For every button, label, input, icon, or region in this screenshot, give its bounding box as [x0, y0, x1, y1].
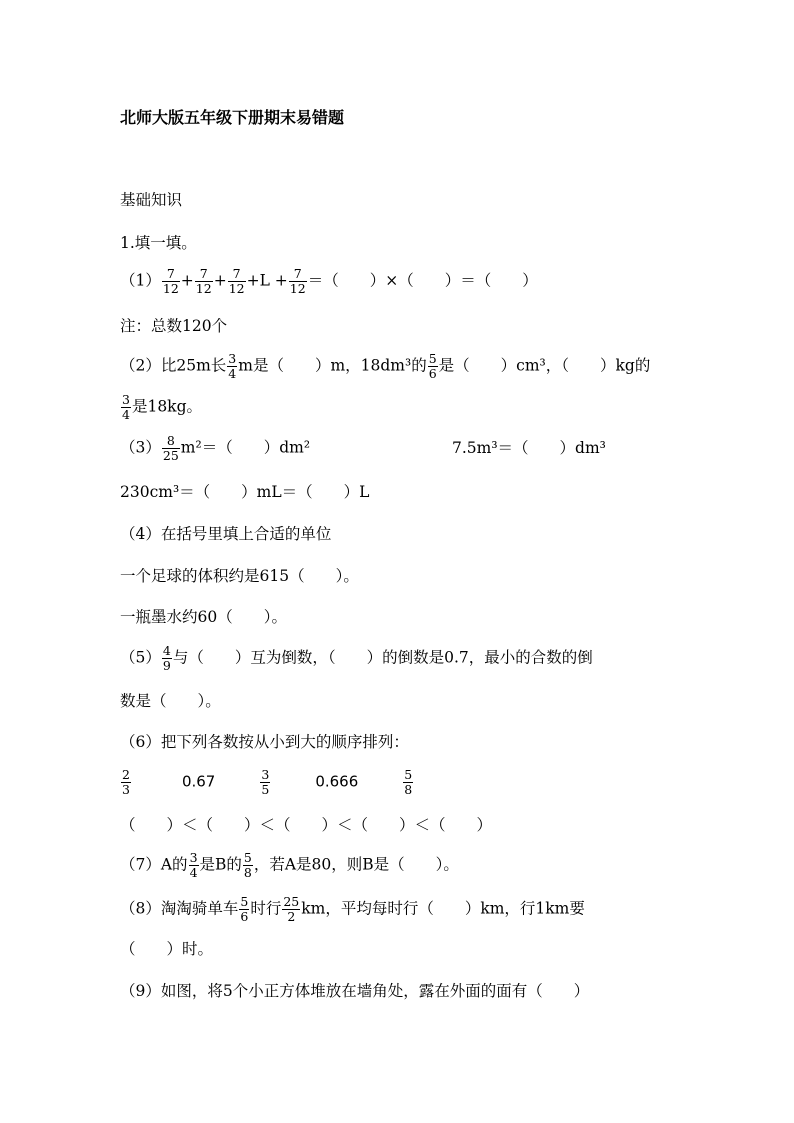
question-1-2-line1: （2）比25m长 $\frac{3}{4}$ m是（ ）m，18dm³的 $\frac{5}{6}$ 是（ ）cm³，（ ）kg的: [120, 351, 651, 381]
question-1-3-line1: （3） $\frac{8}{25}$ m²＝（ ）dm²: [120, 433, 311, 463]
fraction: $\frac{5}{8}$: [404, 767, 413, 797]
question-1-3-line2: 230cm³＝（ ）mL＝（ ）L: [120, 483, 370, 501]
question-1-8-line2: （ ）时。: [120, 940, 214, 958]
fraction: $\frac{3}{4}$: [122, 392, 130, 422]
question-1-4: （4）在括号里填上合适的单位: [120, 525, 332, 543]
fraction: $\frac{7}{12}$: [162, 266, 179, 296]
question-1-7: （7）A的 $\frac{3}{4}$ 是B的 $\frac{5}{8}$ ，若A是80，则B是（ ）。: [120, 850, 459, 880]
fraction: $\frac{7}{12}$: [195, 266, 212, 296]
note: 注：总数120个: [120, 317, 228, 335]
fraction: $\frac{5}{6}$: [428, 351, 437, 381]
question-1-heading: 1.填一填。: [120, 234, 197, 252]
fraction: $\frac{7}{12}$: [228, 266, 245, 296]
question-1-9: （9）如图，将5个小正方体堆放在墙角处，露在外面的面有（ ）: [120, 982, 590, 1000]
fraction: $\frac{7}{12}$: [289, 266, 306, 296]
fraction: $\frac{3}{4}$: [189, 850, 198, 880]
question-1-6-numbers: $\frac{2}{3}$ 0.67 $\frac{3}{5}$ 0.666 $\frac{5}{8}$: [122, 767, 413, 797]
document-title: 北师大版五年级下册期末易错题: [120, 108, 345, 127]
fraction: $\frac{25}{2}$: [283, 894, 300, 924]
question-1-3-volume: 7.5m³＝（ ）dm³: [452, 439, 606, 457]
fraction: $\frac{8}{25}$: [162, 433, 179, 463]
answer-blanks: ＝（ ）×（ ）＝（ ）: [307, 271, 538, 290]
fraction: $\frac{3}{5}$: [261, 767, 270, 797]
question-1-1: （1） $\frac{7}{12}$ + $\frac{7}{12}$ + $\frac{7}{12}$ +L + $\frac{7}{12}$ ＝（ ）×（ ）＝（ ）: [120, 266, 538, 296]
fraction: $\frac{4}{9}$: [162, 643, 171, 673]
fraction: $\frac{5}{6}$: [240, 894, 249, 924]
question-1-6: （6）把下列各数按从小到大的顺序排列：: [120, 733, 409, 751]
question-1-8-line1: （8）淘淘骑单车 $\frac{5}{6}$ 时行 $\frac{25}{2}$ km，平均每时行（ ）km，行1km要: [120, 894, 585, 924]
question-1-4-football: 一个足球的体积约是615（ ）。: [120, 567, 359, 585]
fraction: $\frac{3}{4}$: [228, 351, 237, 381]
question-1-5-line1: （5） $\frac{4}{9}$ 与（ ）互为倒数，（ ）的倒数是0.7，最小的合数的倒: [120, 643, 593, 673]
section-heading: 基础知识: [120, 191, 183, 209]
fraction: $\frac{5}{8}$: [243, 850, 252, 880]
question-1-5-line2: 数是（ ）。: [120, 692, 221, 710]
question-1-4-ink: 一瓶墨水约60（ ）。: [120, 608, 287, 626]
item-label: （1）: [120, 271, 161, 290]
question-1-6-order: （ ）＜（ ）＜（ ）＜（ ）＜（ ）: [120, 816, 493, 834]
question-1-2-line2: $\frac{3}{4}$ 是18kg。: [122, 392, 202, 422]
fraction: $\frac{2}{3}$: [122, 767, 130, 797]
